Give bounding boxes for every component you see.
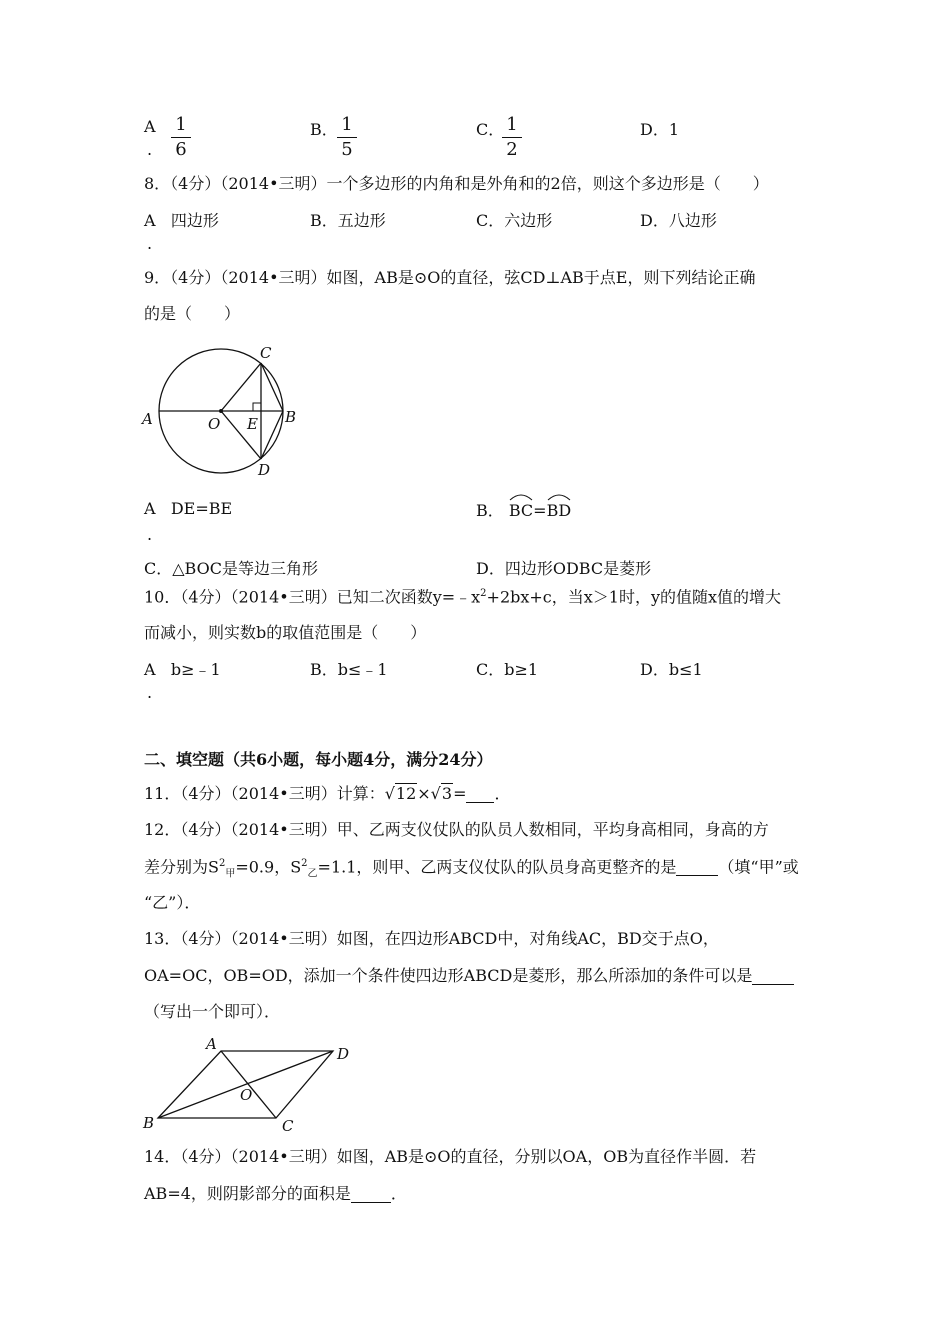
label-d: D xyxy=(258,461,271,479)
center-point xyxy=(219,409,223,413)
q9-option-b-label: B． xyxy=(476,501,504,520)
q9-stem-line1: 9．（4分）（2014•三明）如图，AB是⊙O的直径，弦CD⊥AB于点E，则下列结论正确 xyxy=(144,268,756,287)
q12-stem-line3: “乙”）． xyxy=(144,893,201,912)
q7-option-a-fraction xyxy=(171,116,191,159)
q8-option-a-label: A xyxy=(144,211,156,230)
segment-db xyxy=(261,411,283,459)
q7-option-d-value: 1 xyxy=(668,120,680,139)
q10-exponent: 2 xyxy=(480,588,487,599)
q9-option-a-label: A xyxy=(144,499,156,518)
right-angle-mark xyxy=(253,403,261,411)
q9-trailing-dot: . xyxy=(147,525,153,544)
segment-cb xyxy=(261,363,283,411)
q10-stem-pre: 10．（4分）（2014•三明）已知二次函数y=﹣x xyxy=(144,587,481,607)
q8-option-a xyxy=(144,208,219,231)
label-b: B xyxy=(143,1114,155,1132)
equals-sign: = xyxy=(453,784,467,803)
label-b: B xyxy=(285,408,297,426)
q10-trailing-dot: . xyxy=(147,683,153,702)
answer-blank[interactable] xyxy=(676,859,718,876)
q7-a-denominator: 6 xyxy=(175,139,187,160)
arc-bc xyxy=(509,495,533,520)
q9-stem-line2: 的是（ ） xyxy=(144,304,241,323)
label-d: D xyxy=(337,1045,350,1063)
q14-stem-line2 xyxy=(144,1186,407,1203)
q9-option-d: D．四边形ODBC是菱形 xyxy=(476,559,652,578)
q7-option-b-label: B． xyxy=(310,120,338,139)
q10-option-a-label: A xyxy=(144,660,156,679)
q12-l2-tail: （填“甲”或 xyxy=(718,857,799,877)
q9-option-b xyxy=(476,495,571,521)
arc-equals: = xyxy=(533,501,547,520)
q10-stem-line2: 而减小，则实数b的取值范围是（ ） xyxy=(144,623,427,642)
q7-option-c-fraction xyxy=(502,116,522,159)
sqrt-12: √12 xyxy=(384,784,417,803)
times-sign: × xyxy=(417,784,431,803)
answer-blank[interactable] xyxy=(351,1186,391,1203)
q8-trailing-dot: . xyxy=(147,234,153,253)
q12-stem-line1: 12．（4分）（2014•三明）甲、乙两支仪仗队的队员人数相同，平均身高相同，身高的方 xyxy=(144,820,769,839)
segment-oc xyxy=(221,363,261,411)
q13-parallelogram-figure xyxy=(140,1036,360,1132)
q7-trailing-dot: . xyxy=(147,140,153,159)
q7-b-denominator: 5 xyxy=(341,139,353,160)
sqrt-3: √3 xyxy=(430,784,453,803)
q12-sub1: 甲 xyxy=(225,868,236,880)
q12-sub2: 乙 xyxy=(307,868,318,880)
section2-heading: 二、填空题（共6小题，每小题4分，满分24分） xyxy=(144,750,493,769)
q12-l2-post: =1.1，则甲、乙两支仪仗队的队员身高更整齐的是 xyxy=(317,857,677,877)
q13-stem-line2 xyxy=(144,968,794,985)
q12-sup2: 2 xyxy=(301,858,308,869)
q11-stem: 11．（4分）（2014•三明）计算： xyxy=(144,784,385,803)
q12-sup1: 2 xyxy=(218,858,226,869)
answer-blank[interactable] xyxy=(752,968,794,985)
q7-option-d-label: D． xyxy=(640,120,669,139)
label-a: A xyxy=(142,410,153,428)
q8-option-a-text: 四边形 xyxy=(170,211,219,230)
radicand-3: 3 xyxy=(441,784,453,803)
q9-option-c: C．△BOC是等边三角形 xyxy=(144,559,318,578)
q7-c-numerator: 1 xyxy=(502,116,522,138)
answer-blank[interactable] xyxy=(466,786,494,803)
q8-option-c: C．六边形 xyxy=(476,211,553,230)
arc-bd-text: BD xyxy=(546,501,572,520)
q8-stem: 8．（4分）（2014•三明）一个多边形的内角和是外角和的2倍，则这个多边形是（ ） xyxy=(144,174,769,193)
label-c: C xyxy=(282,1117,294,1132)
q7-option-d xyxy=(640,117,679,140)
q12-l2-mid: =0.9，S xyxy=(235,857,302,877)
label-a: A xyxy=(206,1036,217,1053)
q14-stem-pre: AB=4，则阴影部分的面积是 xyxy=(144,1184,351,1203)
arc-bd xyxy=(547,495,572,520)
q10-option-c: C．b≥1 xyxy=(476,660,539,679)
diagonal-ac xyxy=(221,1051,276,1118)
label-c: C xyxy=(260,344,272,362)
q13-stem-line2-text: OA=OC，OB=OD，添加一个条件使四边形ABCD是菱形，那么所添加的条件可以是 xyxy=(144,966,753,985)
q14-stem-tail: ． xyxy=(390,1184,407,1203)
q11-tail: ． xyxy=(494,784,511,803)
q9-circle-figure xyxy=(140,340,310,485)
q12-l2-pre: 差分别为S xyxy=(144,857,219,877)
diagonal-bd xyxy=(158,1051,333,1118)
q10-stem-post: +2bx+c，当x＞1时，y的值随x值的增大 xyxy=(486,587,782,607)
q7-c-denominator: 2 xyxy=(506,139,518,160)
q10-option-b: B．b≤﹣1 xyxy=(310,660,388,679)
label-e: E xyxy=(247,415,258,433)
q11-stem-line xyxy=(144,786,510,803)
q14-stem-line1: 14．（4分）（2014•三明）如图，AB是⊙O的直径，分别以OA，OB为直径作半圆．若 xyxy=(144,1147,757,1166)
arc-bc-text: BC xyxy=(508,501,534,520)
q10-option-a-text: b≥﹣1 xyxy=(170,660,221,679)
radicand-12: 12 xyxy=(395,784,417,803)
q7-a-numerator: 1 xyxy=(171,116,191,138)
q7-option-b-fraction xyxy=(337,116,357,159)
q13-stem-line3: （写出一个即可）． xyxy=(144,1002,281,1021)
q10-option-d: D．b≤1 xyxy=(640,660,703,679)
q10-option-a xyxy=(144,657,221,680)
label-o: O xyxy=(208,415,221,433)
q8-option-b: B．五边形 xyxy=(310,211,386,230)
q7-option-a-label: A xyxy=(144,117,156,136)
q13-stem-line1: 13．（4分）（2014•三明）如图，在四边形ABCD中，对角线AC，BD交于点O， xyxy=(144,929,719,948)
q7-b-numerator: 1 xyxy=(337,116,357,138)
q9-option-a xyxy=(144,499,232,518)
q10-stem-line1 xyxy=(144,589,781,605)
q8-option-d: D．八边形 xyxy=(640,211,717,230)
q7-option-c-label: C． xyxy=(476,120,505,139)
q12-stem-line2 xyxy=(144,859,799,880)
label-o: O xyxy=(240,1086,253,1104)
q9-option-a-text: DE=BE xyxy=(170,499,233,518)
